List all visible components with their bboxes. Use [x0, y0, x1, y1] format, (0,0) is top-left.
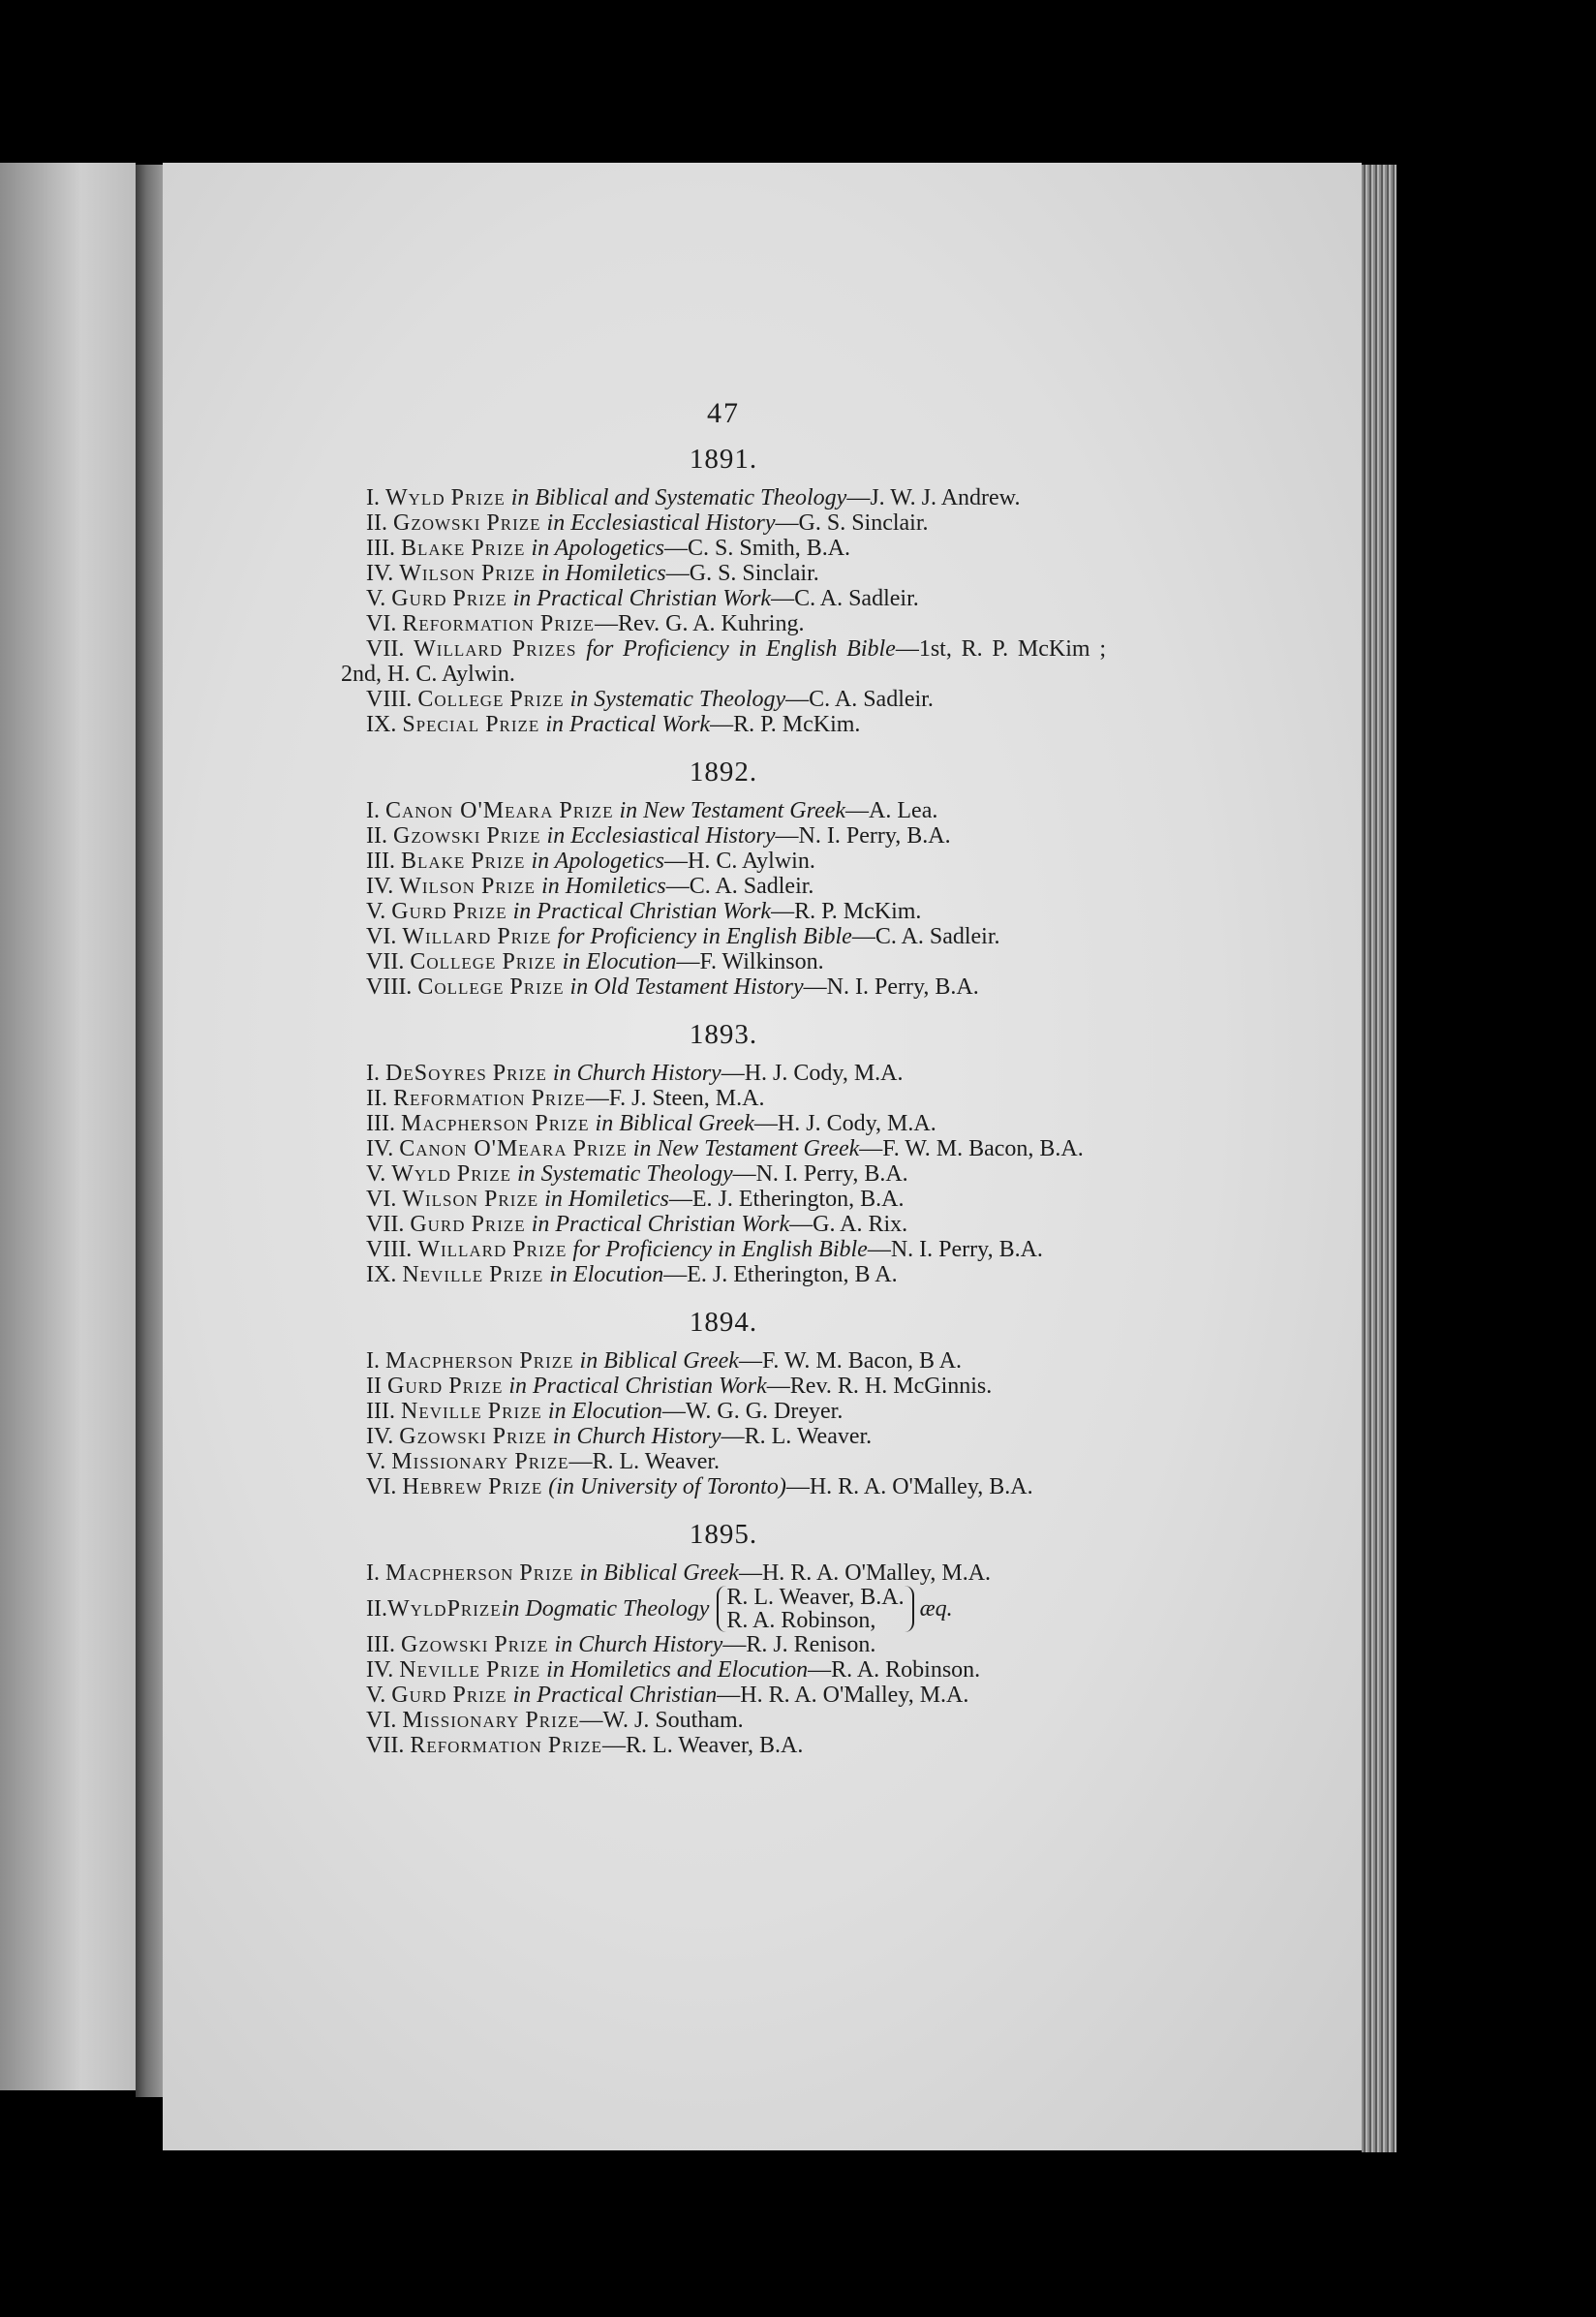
year-heading: 1892. — [689, 757, 758, 788]
prize-entry — [341, 924, 1106, 949]
prize-subject: in Apologetics — [531, 536, 664, 561]
entry-number: I. — [366, 1560, 380, 1586]
winner-name: R. A. Robinson, — [726, 1608, 876, 1633]
entry-number: V. — [366, 1449, 386, 1474]
prize-entry — [341, 1586, 1106, 1632]
prize-word: Prize — [535, 1111, 590, 1136]
winner-name: —C. A. Sadleir. — [851, 924, 1000, 949]
prize-name: Gurd — [391, 1683, 447, 1708]
entry-number: III. — [366, 849, 395, 874]
prize-word: Prize — [484, 1187, 539, 1212]
prize-entry — [341, 586, 1106, 611]
prize-subject: in Church History — [552, 1424, 721, 1449]
prize-name: College — [417, 687, 505, 712]
prize-subject: in Biblical Greek — [595, 1111, 754, 1136]
prize-name: Reformation — [392, 1086, 526, 1111]
prize-name: Gurd — [391, 899, 447, 924]
winner-name: —N. I. Perry, B.A. — [775, 823, 951, 849]
prize-name: Gzowski — [392, 510, 481, 536]
entry-number: VII. — [366, 1733, 405, 1758]
page-edges — [1362, 165, 1396, 2152]
entry-number: III. — [366, 1399, 395, 1424]
prize-subject: for Proficiency in English Bible — [572, 1237, 868, 1262]
winner-name: —E. J. Etherington, B.A. — [668, 1187, 905, 1212]
prize-subject: in New Testament Greek — [632, 1136, 860, 1161]
prize-name: Gzowski — [400, 1632, 489, 1657]
prize-word: Prize — [525, 1708, 580, 1733]
prize-entry — [341, 536, 1106, 561]
prize-entry — [341, 1632, 1106, 1657]
prize-entry — [341, 849, 1106, 874]
prize-subject: in Practical Christian Work — [531, 1212, 790, 1237]
prize-subject: in Apologetics — [531, 849, 664, 874]
winner-name: —Rev. R. H. McGinnis. — [766, 1374, 993, 1399]
entry-number: VI. — [366, 1474, 397, 1499]
prize-name: Canon O'Meara — [399, 1136, 568, 1161]
prize-subject: in Elocution — [562, 949, 677, 974]
winner-name: —F. J. Steen, M.A. — [585, 1086, 765, 1111]
prize-word: Prize — [456, 1161, 511, 1187]
prize-subject: in Church History — [552, 1061, 721, 1086]
year-heading: 1895. — [689, 1519, 758, 1550]
entry-number: IV. — [366, 561, 394, 586]
entry-number: II — [366, 1374, 382, 1399]
prize-subject: for Proficiency in English Bible — [557, 924, 852, 949]
prize-subject: in New Testament Greek — [619, 798, 846, 823]
prize-entry — [341, 1399, 1106, 1424]
tie-note: æq. — [919, 1596, 953, 1622]
winner-name: —R. P. McKim. — [771, 899, 922, 924]
prize-word: Prize — [492, 1424, 547, 1449]
year-heading: 1891. — [689, 444, 758, 475]
winner-name: —G. S. Sinclair. — [665, 561, 819, 586]
prize-word: Prize — [514, 1449, 569, 1474]
prize-subject: in Ecclesiastical History — [546, 823, 776, 849]
prize-entry — [341, 949, 1106, 974]
prize-word: Prize — [487, 1399, 542, 1424]
entry-number: VI. — [366, 924, 397, 949]
prize-entry — [341, 1374, 1106, 1399]
winner-name: —F. Wilkinson. — [676, 949, 824, 974]
entry-number: II. — [366, 510, 387, 536]
prize-entry — [341, 1733, 1106, 1758]
entry-number: II. — [366, 1596, 387, 1622]
prize-entry — [341, 1657, 1106, 1683]
prize-entry — [341, 1449, 1106, 1474]
winner-name: —H. R. A. O'Malley, M.A. — [717, 1683, 969, 1708]
prize-word: Prize — [480, 561, 537, 586]
prize-name: Hebrew — [402, 1474, 483, 1499]
prize-subject: in Ecclesiastical History — [546, 510, 776, 536]
winner-name: —R. P. McKim. — [710, 712, 861, 737]
prize-name: Reformation — [402, 611, 535, 636]
prize-name: Reformation — [410, 1733, 542, 1758]
prize-entry — [341, 687, 1106, 712]
prize-word: Prize — [494, 1632, 549, 1657]
winner-name: —R. L. Weaver, B.A. — [602, 1733, 804, 1758]
entry-number: III. — [366, 536, 395, 561]
tied-winners — [717, 1586, 913, 1632]
winner-name: —R. L. Weaver. — [721, 1424, 873, 1449]
prize-entry — [341, 1111, 1106, 1136]
year-heading: 1893. — [689, 1019, 758, 1050]
prize-subject: in Dogmatic Theology — [501, 1596, 710, 1622]
prize-word: Prize — [486, 823, 541, 849]
prize-subject: in Biblical and Systematic Theology — [510, 485, 847, 510]
winner-name: —R. J. Renison. — [722, 1632, 876, 1657]
entry-number: V. — [366, 899, 386, 924]
prize-word: Prize — [559, 798, 614, 823]
prize-name: Willard — [402, 924, 492, 949]
prize-entry — [341, 974, 1106, 1000]
winner-name: —H. R. A. O'Malley, M.A. — [738, 1560, 992, 1586]
prize-name: Wilson — [402, 1187, 479, 1212]
winner-name: —F. W. M. Bacon, B A. — [738, 1348, 963, 1374]
winner-name: —E. J. Etherington, B A. — [663, 1262, 898, 1287]
entry-number: VII. — [366, 636, 405, 662]
prize-name: Wyld — [385, 485, 445, 510]
prize-subject: (in University of Toronto) — [548, 1474, 786, 1499]
prize-subject: in Practical Christian Work — [512, 899, 772, 924]
prize-entry — [341, 899, 1106, 924]
winner-name: —H. J. Cody, M.A. — [753, 1111, 936, 1136]
prize-word: Prize — [497, 924, 552, 949]
prize-name: Missionary — [402, 1708, 520, 1733]
sections-container — [341, 444, 1106, 1758]
prize-word: Prize — [512, 1237, 568, 1262]
prize-name: Neville — [399, 1657, 481, 1683]
prize-word: Prize — [450, 485, 506, 510]
winner-name: —N. I. Perry, B.A. — [732, 1161, 908, 1187]
entry-number: IV. — [366, 1657, 394, 1683]
prize-name: Blake — [400, 849, 466, 874]
entry-number: VIII. — [366, 974, 413, 1000]
prize-name: Macpherson — [385, 1348, 514, 1374]
prize-subject: in Practical Christian — [512, 1683, 718, 1708]
entry-number: V. — [366, 1683, 386, 1708]
entry-number: II. — [366, 823, 387, 849]
winner-name: —G. A. Rix. — [789, 1212, 908, 1237]
prize-subject: in Systematic Theology — [516, 1161, 733, 1187]
prize-word: Prize — [531, 1086, 586, 1111]
entry-number: VI. — [366, 611, 397, 636]
prize-word: Prize — [492, 1061, 547, 1086]
winner-name: —J. W. J. Andrew. — [846, 485, 1021, 510]
entry-number: III. — [366, 1111, 395, 1136]
winner-name: —W. J. Southam. — [579, 1708, 744, 1733]
winner-name: —R. A. Robinson. — [808, 1657, 981, 1683]
page-number: 47 — [707, 397, 740, 429]
prize-subject: in Homiletics — [541, 874, 666, 899]
entry-number: IV. — [366, 1136, 394, 1161]
prize-name: College — [417, 974, 505, 1000]
prize-name: Wilson — [399, 561, 476, 586]
prize-word: Prize — [448, 1374, 504, 1399]
prize-word: Prize — [488, 1474, 543, 1499]
winner-name: —C. S. Smith, B.A. — [664, 536, 851, 561]
entry-number: VII. — [366, 949, 405, 974]
prize-subject: in Old Testament History — [569, 974, 804, 1000]
prize-word: Prize — [471, 536, 526, 561]
prize-word: Prize — [539, 611, 596, 636]
prize-subject: for Proficiency in English Bible — [586, 636, 896, 662]
prize-word: Prize — [452, 899, 507, 924]
prize-name: Willard — [417, 1237, 507, 1262]
prize-entry — [341, 712, 1106, 737]
prize-name: Gurd — [410, 1212, 466, 1237]
book-gutter — [136, 165, 163, 2097]
prize-subject: in Biblical Greek — [579, 1560, 739, 1586]
prize-name: Missionary — [391, 1449, 509, 1474]
prize-entry — [341, 1348, 1106, 1374]
entry-number: I. — [366, 485, 380, 510]
prize-list — [341, 397, 1106, 1758]
prize-name: Wyld — [386, 1596, 447, 1622]
entry-number: VIII. — [366, 687, 413, 712]
winner-name: —H. R. A. O'Malley, B.A. — [785, 1474, 1033, 1499]
prize-name: Neville — [400, 1399, 482, 1424]
prize-entry — [341, 1086, 1106, 1111]
winner-name: —N. I. Perry, B.A. — [867, 1237, 1043, 1262]
entry-number: VI. — [366, 1187, 397, 1212]
prize-word: Prize — [471, 849, 526, 874]
prize-subject: in Elocution — [549, 1262, 664, 1287]
facing-page — [0, 163, 136, 2090]
winner-name: —C. A. Sadleir. — [665, 874, 814, 899]
prize-entry — [341, 1061, 1106, 1086]
winner-name: —F. W. M. Bacon, B.A. — [859, 1136, 1084, 1161]
prize-entry — [341, 798, 1106, 823]
prize-word: Prize — [519, 1348, 574, 1374]
prize-entry — [341, 510, 1106, 536]
prize-name: Gzowski — [399, 1424, 487, 1449]
winner-name: —C. A. Sadleir. — [771, 586, 919, 611]
prize-entry — [341, 611, 1106, 636]
prize-name: Special — [402, 712, 480, 737]
prize-name: Blake — [400, 536, 466, 561]
year-heading: 1894. — [689, 1307, 758, 1338]
entry-number: II. — [366, 1086, 387, 1111]
prize-word: Prize — [519, 1560, 574, 1586]
prize-name: College — [410, 949, 497, 974]
winner-name: —1st, R. P. McKim ; 2nd, H. C. Aylwin. — [341, 636, 1107, 687]
prize-entry — [341, 1212, 1106, 1237]
prize-entry — [341, 823, 1106, 849]
prize-entry — [341, 1237, 1106, 1262]
entry-number: VIII. — [366, 1237, 413, 1262]
prize-subject: in Homiletics — [541, 561, 666, 586]
winner-name: —H. J. Cody, M.A. — [721, 1061, 904, 1086]
prize-entry — [341, 1474, 1106, 1499]
prize-entry — [341, 1708, 1106, 1733]
winner-name: —R. L. Weaver. — [568, 1449, 721, 1474]
prize-subject: in Biblical Greek — [579, 1348, 739, 1374]
prize-word: Prize — [446, 1596, 502, 1622]
prize-word: Prize — [509, 687, 565, 712]
prize-name: Gurd — [386, 1374, 444, 1399]
prize-word: Prize — [489, 1262, 544, 1287]
prize-entry — [341, 1187, 1106, 1212]
entry-number: IV. — [366, 1424, 394, 1449]
prize-entry — [341, 1161, 1106, 1187]
winner-name: —Rev. G. A. Kuhring. — [595, 611, 805, 636]
prize-name: Wyld — [391, 1161, 451, 1187]
prize-entry — [341, 636, 1106, 687]
prize-word: Prize — [547, 1733, 603, 1758]
prize-name: Neville — [402, 1262, 484, 1287]
prize-word: Prize — [452, 586, 507, 611]
entry-number: V. — [366, 586, 386, 611]
prize-word: Prize — [485, 712, 540, 737]
prize-name: Gurd — [391, 586, 447, 611]
entry-number: I. — [366, 798, 380, 823]
prize-word: Prize — [480, 874, 537, 899]
prize-word: Prize — [509, 974, 565, 1000]
prize-entry — [341, 874, 1106, 899]
winner-name: —H. C. Aylwin. — [664, 849, 815, 874]
entry-number: VI. — [366, 1708, 397, 1733]
prize-subject: in Homiletics — [544, 1187, 669, 1212]
winner-name: —N. I. Perry, B.A. — [803, 974, 979, 1000]
winner-name: —W. G. G. Dreyer. — [661, 1399, 844, 1424]
prize-word: Prizes — [511, 636, 577, 662]
prize-name: DeSoyres — [385, 1061, 487, 1086]
prize-word: Prize — [572, 1136, 628, 1161]
prize-name: Gzowski — [392, 823, 481, 849]
prize-entry — [341, 1262, 1106, 1287]
winner-name: —G. S. Sinclair. — [775, 510, 929, 536]
prize-subject: in Practical Christian Work — [508, 1374, 767, 1399]
prize-name: Macpherson — [400, 1111, 530, 1136]
prize-entry — [341, 1136, 1106, 1161]
prize-word: Prize — [486, 1657, 541, 1683]
entry-number: V. — [366, 1161, 386, 1187]
prize-subject: in Systematic Theology — [569, 687, 786, 712]
prize-name: Macpherson — [385, 1560, 514, 1586]
prize-word: Prize — [471, 1212, 526, 1237]
prize-subject: in Practical Christian Work — [512, 586, 772, 611]
prize-entry — [341, 1560, 1106, 1586]
entry-number: III. — [366, 1632, 395, 1657]
entry-number: I. — [366, 1061, 380, 1086]
winner-name: —C. A. Sadleir. — [785, 687, 934, 712]
prize-name: Canon O'Meara — [385, 798, 554, 823]
winner-name: R. L. Weaver, B.A. — [726, 1585, 905, 1610]
prize-subject: in Practical Work — [545, 712, 711, 737]
prize-entry — [341, 485, 1106, 510]
prize-subject: in Elocution — [547, 1399, 662, 1424]
prize-word: Prize — [486, 510, 541, 536]
prize-subject: in Church History — [554, 1632, 723, 1657]
prize-subject: in Homiletics and Elocution — [546, 1657, 809, 1683]
entry-number: IX. — [366, 1262, 397, 1287]
entry-number: VII. — [366, 1212, 405, 1237]
prize-word: Prize — [502, 949, 557, 974]
prize-name: Wilson — [399, 874, 476, 899]
prize-name: Willard — [414, 636, 504, 662]
entry-number: IV. — [366, 874, 394, 899]
prize-entry — [341, 1424, 1106, 1449]
prize-entry — [341, 1683, 1106, 1708]
prize-entry — [341, 561, 1106, 586]
prize-word: Prize — [452, 1683, 507, 1708]
entry-number: IX. — [366, 712, 397, 737]
winner-name: —A. Lea. — [845, 798, 938, 823]
entry-number: I. — [366, 1348, 380, 1374]
